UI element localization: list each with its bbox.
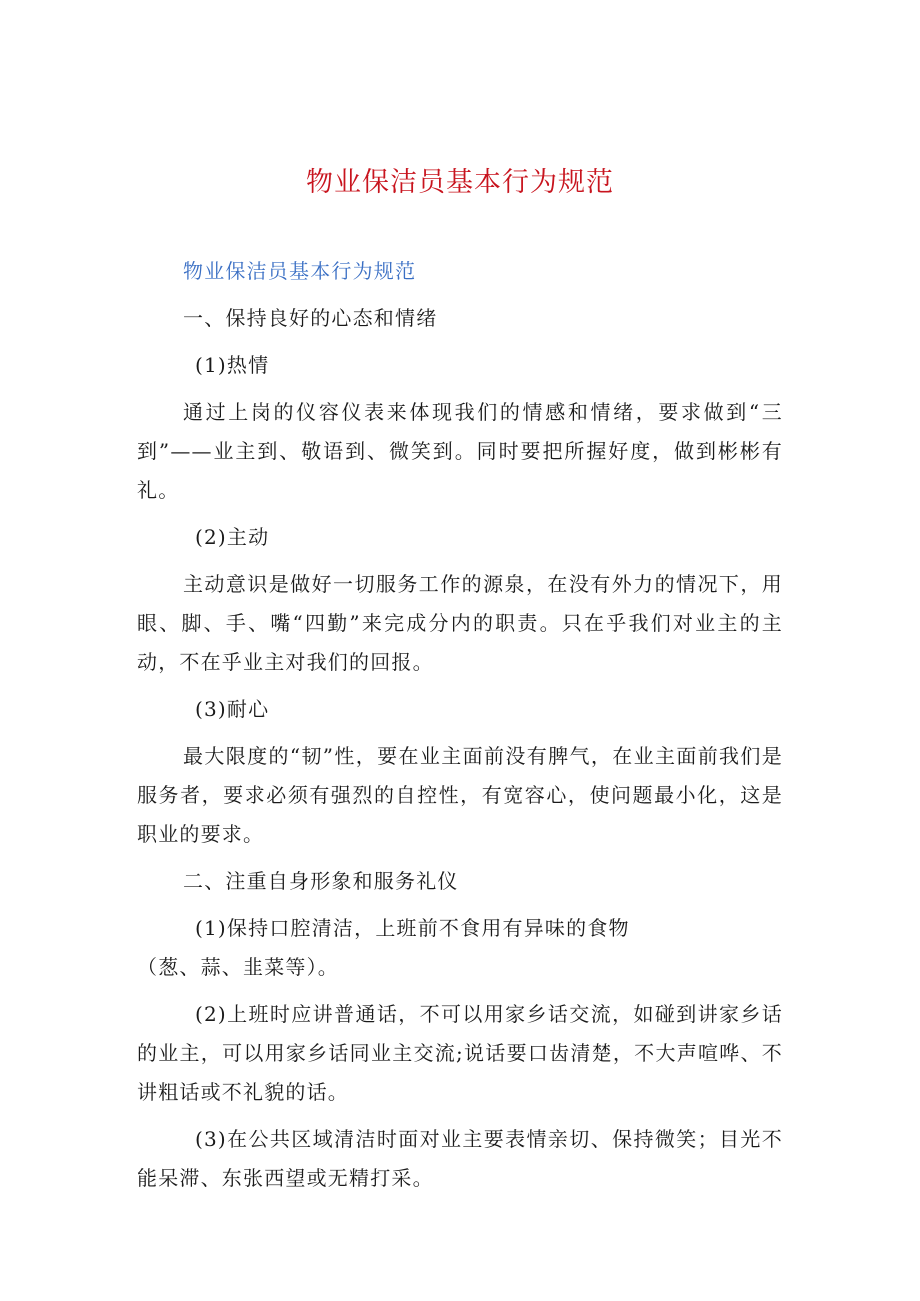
section1-item3-heading: (3)耐心 — [195, 697, 270, 721]
section2-heading: 二、注重自身形象和服务礼仪 — [183, 869, 459, 893]
section2-item1-line1: (1)保持口腔清洁，上班前不食用有异味的食物 — [195, 916, 630, 940]
section1-item2-text: 主动意识是做好一切服务工作的源泉，在没有外力的情况下，用眼、脚、手、嘴“四勤”来完成分内的职责。只在乎我们对业主的主动，不在乎业主对我们的回报。 — [137, 572, 783, 674]
section2-item1-line2: （葱、蒜、韭菜等）。 — [137, 955, 339, 979]
section1-heading: 一、保持良好的心态和情绪 — [183, 306, 438, 330]
document-body — [137, 252, 783, 1206]
section1-item2-heading: (2)主动 — [195, 525, 270, 549]
section1-item1-text: 通过上岗的仪容仪表来体现我们的情感和情绪，要求做到“三到”——业主到、敬语到、微笑到。同时要把所握好度，做到彬彬有礼。 — [137, 400, 783, 502]
document-title: 物业保洁员基本行为规范 — [306, 167, 614, 198]
section1-item3-text: 最大限度的“韧”性，要在业主面前没有脾气，在业主面前我们是服务者，要求必须有强烈的自控性，有宽容心，使问题最小化，这是职业的要求。 — [137, 744, 783, 846]
section2-item3-text: (3)在公共区域清洁时面对业主要表情亲切、保持微笑；目光不能呆滞、东张西望或无精打采。 — [137, 1127, 783, 1190]
section1-item1-heading: (1)热情 — [195, 353, 270, 377]
document-subtitle: 物业保洁员基本行为规范 — [183, 259, 417, 283]
section2-item2-text: (2)上班时应讲普通话，不可以用家乡话交流，如碰到讲家乡话的业主，可以用家乡话同业主交流;说话要口齿清楚，不大声喧哗、不讲粗话或不礼貌的话。 — [137, 1002, 783, 1104]
